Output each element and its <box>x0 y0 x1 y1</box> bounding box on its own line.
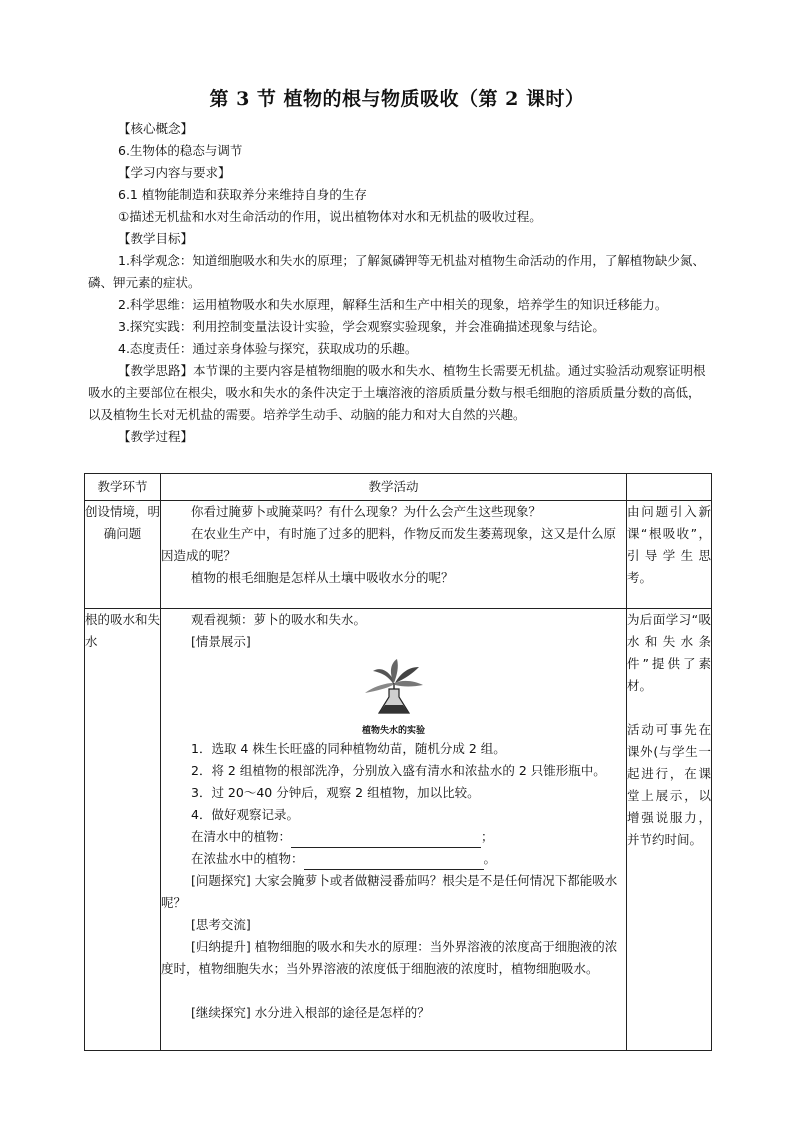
header-stage: 教学环节 <box>85 474 161 501</box>
objectives-heading: 【教学目标】 <box>118 231 194 246</box>
note-1: 为后面学习“吸水和失水条件”提供了素材。 <box>627 612 711 693</box>
process-heading: 【教学过程】 <box>118 429 194 444</box>
objective-3: 3.探究实践：利用控制变量法设计实验，学会观察实验现象，并会准确描述现象与结论。 <box>118 319 605 334</box>
question-3: 植物的根毛细胞是怎样从土壤中吸收水分的呢？ <box>191 570 454 585</box>
activity-cell <box>161 501 627 609</box>
question-2: 在农业生产中，有时施了过多的肥料，作物反而发生萎蔫现象，这又是什么原因造成的呢？ <box>161 526 617 563</box>
stage-cell: 根的吸水和失水 <box>85 609 161 1051</box>
step-1: 1．选取 4 株生长旺盛的同种植物幼苗，随机分成 2 组。 <box>191 741 506 756</box>
header-note <box>627 474 712 501</box>
note-cell: 由问题引入新课“根吸收”，引导学生思考。 <box>627 501 712 609</box>
stage-cell: 创设情境，明确问题 <box>85 501 161 609</box>
record-line-2 <box>161 848 626 870</box>
step-4: 4．做好观察记录。 <box>191 807 299 822</box>
note-2: 活动可事先在课外(与学生一起进行，在课堂上展示，以增强说服力，并节约时间。 <box>627 722 711 847</box>
objective-1: 1.科学观念：知道细胞吸水和失水的原理；了解氮磷钾等无机盐对植物生命活动的作用，了解植物缺少氮、磷、钾元素的症状。 <box>88 253 705 290</box>
teaching-approach: 【教学思路】本节课的主要内容是植物细胞的吸水和失水、植物生长需要无机盐。通过实验活动观察证明根吸水的主要部位在根尖，吸水和失水的条件决定于土壤溶液的溶质质量分数与根毛细胞的溶质质量分数的高低，以及植物生长对无机盐的需要。培养学生动手、动脑的能力和对大自然的兴趣。 <box>88 363 706 422</box>
content-item-2: ①描述无机盐和水对生命活动的作用，说出植物体对水和无机盐的吸收过程。 <box>118 209 542 224</box>
plant-experiment-figure <box>161 655 626 738</box>
inquiry-text: [问题探究] 大家会腌萝卜或者做糖浸番茄吗？根尖是不是任何情况下都能吸水呢？ <box>161 873 618 910</box>
record-2-end: 。 <box>483 851 497 866</box>
core-concept: 6.生物体的稳态与调节 <box>118 143 243 158</box>
continue-text: [继续探究] 水分进入根部的途径是怎样的？ <box>191 1005 430 1020</box>
discussion-label: [思考交流] <box>191 917 251 932</box>
summary-text: [归纳提升] 植物细胞的吸水和失水的原理：当外界溶液的浓度高于细胞液的浓度时，植物细胞失水；当外界溶液的浓度低于细胞液的浓度时，植物细胞吸水。 <box>161 939 618 976</box>
content-heading: 【学习内容与要求】 <box>118 165 231 180</box>
scene-label: [情景展示] <box>191 634 251 649</box>
figure-caption: 植物失水的实验 <box>361 726 425 736</box>
core-concept-heading: 【核心概念】 <box>118 121 194 136</box>
record-1-blank <box>291 833 481 848</box>
table-row <box>85 501 712 609</box>
step-3: 3．过 20～40 分钟后，观察 2 组植物，加以比较。 <box>191 785 480 800</box>
record-1-end: ； <box>481 829 494 844</box>
content-item-1: 6.1 植物能制造和获取养分来维持自身的生存 <box>118 187 367 202</box>
objective-4: 4.态度责任：通过亲身体验与探究，获取成功的乐趣。 <box>118 341 418 356</box>
record-2-label: 在浓盐水中的植物： <box>191 851 304 866</box>
step-2: 2．将 2 组植物的根部洗净，分别放入盛有清水和浓盐水的 2 只锥形瓶中。 <box>191 763 606 778</box>
note-cell <box>627 609 712 1051</box>
video-line: 观看视频：萝卜的吸水和失水。 <box>191 612 367 627</box>
activity-cell <box>161 609 627 1051</box>
table-header-row <box>85 474 712 501</box>
record-1-label: 在清水中的植物： <box>191 829 292 844</box>
plant-in-flask-icon <box>359 655 429 717</box>
record-line-1 <box>161 826 626 848</box>
table-row <box>85 609 712 1051</box>
question-1: 你看过腌萝卜或腌菜吗？有什么现象？为什么会产生这些现象？ <box>191 504 542 519</box>
page-title: 第 3 节 植物的根与物质吸收（第 2 课时） <box>209 88 585 110</box>
record-2-blank <box>304 855 484 870</box>
objective-2: 2.科学思维：运用植物吸水和失水原理，解释生活和生产中相关的现象，培养学生的知识迁移能力。 <box>118 297 668 312</box>
lesson-table <box>84 473 712 1051</box>
header-activity: 教学活动 <box>161 474 627 501</box>
intro-section <box>88 118 710 448</box>
